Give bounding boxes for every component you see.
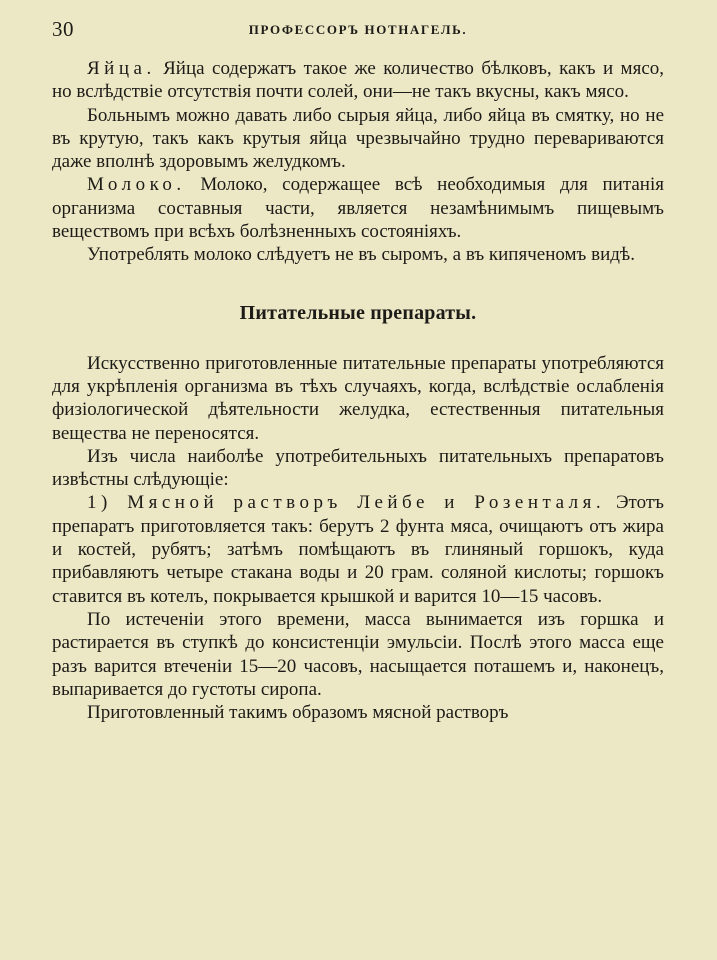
paragraph-meat-solution-process [52,608,664,701]
paragraph-text: Больнымъ можно давать либо сырыя яйца, либо яйца въ смятку, но не въ крутую, такъ какъ крутыя яйца чрезвычайно трудно перевариваются даже вполнѣ здоровымъ желудкомъ. [52,104,664,173]
paragraph-lead-term: Яйца. [87,58,156,79]
paragraph-preparations-intro [52,352,664,445]
page-number: 30 [52,17,74,41]
paragraph-meat-solution [52,491,664,607]
paragraph-text: Яйца содержатъ такое же количество бѣлковъ, какъ и мясо, но вслѣдствіе отсутствія почти солей, они—не такъ вкусны, какъ мясо. [52,58,664,103]
paragraph-text: Употреблять молоко слѣдуетъ не въ сыромъ, а въ кипяченомъ видѣ. [87,244,635,266]
paragraph-milk [52,173,664,243]
paragraph-text: Этотъ препаратъ приготовляется такъ: берутъ 2 фунта мяса, очищаютъ отъ жира и костей, рубятъ; затѣмъ помѣщаютъ въ глиняный горшокъ, куда прибавляютъ четыре стакана воды и 20 грам. соляной кислоты; горшокъ ставится въ котелъ, покрывается крышкой и варится 10—15 часовъ. [52,492,664,607]
paragraph-text: Молоко, содержащее всѣ необходимыя для питанія организма составныя части, является незамѣнимымъ пищевымъ веществомъ при всѣхъ болѣзненныхъ состояніяхъ. [52,174,664,243]
paragraph-preparations-list-intro [52,445,664,492]
paragraph-text: Искусственно приготовленные питательные препараты употребляются для укрѣпленія организма въ тѣхъ случаяхъ, когда, вслѣдствіе ослабленія физіологической дѣятельности желудка, естественныя питательныя вещества не переносятся. [52,352,664,444]
running-title: ПРОФЕССОРЪ НОТНАГЕЛЬ. [248,22,468,37]
page-header [52,14,664,44]
paragraph-lead-term: 1) Мясной растворъ Лейбе и Розенталя. [87,492,606,514]
page-body [52,57,664,724]
paragraph-eggs [52,57,664,104]
paragraph-lead-term: Молоко. [87,174,186,196]
paragraph-text: Изъ числа наиболѣе употребительныхъ питательныхъ препаратовъ извѣстны слѣдующіе: [52,445,664,491]
paragraph-milk-usage [52,243,664,266]
paragraph-meat-solution-continued [52,701,664,724]
section-heading: Питательные препараты. [239,301,477,324]
paragraph-text: Приготовленный такимъ образомъ мясной растворъ [87,702,509,724]
paragraph-eggs-serving [52,104,664,174]
paragraph-text: По истеченіи этого времени, масса вынимается изъ горшка и растирается въ ступкѣ до консистенціи эмульсіи. Послѣ этого масса еще разъ варится втеченіи 15—20 часовъ, насыщается поташемъ и, наконецъ, выпаривается до густоты сиропа. [52,608,664,700]
